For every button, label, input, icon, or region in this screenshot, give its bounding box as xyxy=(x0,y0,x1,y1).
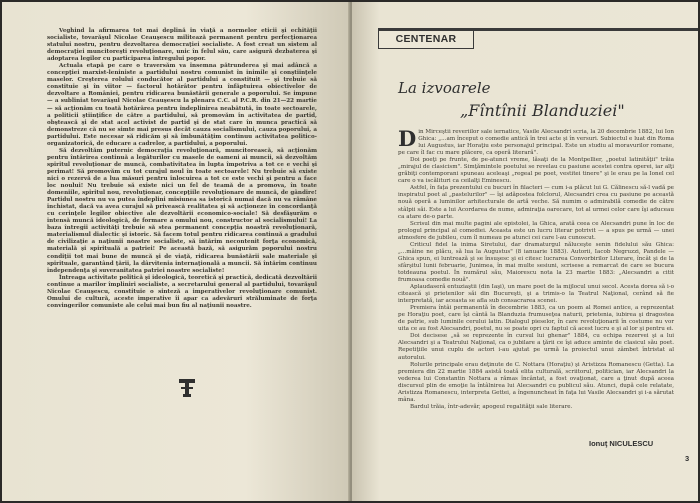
right-page xyxy=(352,2,698,501)
drop-cap: D xyxy=(398,126,417,151)
article-title-line2: „Fîntînii Blanduziei" xyxy=(460,101,625,120)
magazine-emblem-icon xyxy=(178,378,196,398)
right-paragraph: Scrisul din mai multe pagini ale epistolei, la Ghica, arată ceea ce Alecsandri pune în loc de prologul principal al comediei. Aceasta este un lucru literar potrivit — a spus pe urmă — unei atmosfere de jubileu, cum îl numeau pe atunci cei care l-au cunoscut. xyxy=(398,220,674,241)
right-paragraph: Bardul trăia, într-adevăr, apogeul regalităţii sale literare. xyxy=(410,403,573,410)
left-paragraph: Actuala etapă pe care o traversăm va însemna pătrunderea şi mai adâncă a concepţiei marxist-leniniste a partidului nostru comunist în inimile şi conştiinţele maselor. Creşterea rolului conducător al partidului a constituit — şi trebuie să constituie şi în viitor — factorul hotărâtor pentru înfăptuirea obiectivelor de dezvoltare a României, pentru ridicarea bunăstării generale a poporului. Se impune — a subliniat tovarăşul Nicolae Ceauşescu la plenara C.C. al P.C.R. din 21—22 martie — să acţionăm cu toată hotărârea pentru îndeplinirea neabătută, în toate sectoarele, a politicii ştiinţifice de către a partidului, să promovăm în activitatea de partid, obştească şi de stat acel activist de partid şi de stat care în munca practică să demonstreze că nu se simte mai presus decât cauza socialismului, cauza poporului, a partidului. Este necesar să ridicăm şi să îmbunătăţim continuu activitatea politico-organizatorică, de educare a cadrelor, a partidului, a poporului. xyxy=(47,63,317,147)
magazine-spread xyxy=(2,2,698,501)
section-header-box xyxy=(378,31,474,49)
right-paragraph: Premiera întâi permanentă în decembrie 1883, ca un poem al Romei antice, a reprezentat pe Horaţiu poet, care îşi cântă la Blanduzia frumuseţea naturii, prietenia, iubirea şi dragostea de patrie, sub luminile cerului latin. Dialogul pieselor, în care revoluţionarii în costume nu vor uita ce au fost Alecsandri, poetul, nu se poate opri cu faptul că acest lucru e şi al lor şi pentru ei. xyxy=(398,305,674,333)
right-paragraph: Doi decisese „să se reprezente în cursul lui ghenar" 1884, cu echipa rezervei şi a lui Alecsandri şi a Teatrului Naţional, ca o jubilare a ţării ce îşi aduce aminte de clasicul său poet. Repetiţiile unui cuplu de actori i-au ajutat pe urmă la proiectul unui zâmbet întristat al autorului. xyxy=(398,333,674,361)
right-paragraph: Rolurile principale erau deţinute de C. Nottara (Horaţiu) şi Aristizza Romanescu (Getta). La premiera din 22 martie 1884 asistă toată elita culturală, scriitorul, politician, iar Alecsandri la vederea lui Constantin Nottara a rămas încântat, a fost ovaţionat, care a ţinut după aceea discursul plin de emoţie la întâlnirea lui Alecsandri cu publicul său. Atunci, după cele relatate, Aristizza Romanescu, interpreta Gettei, a îngenuncheat în faţa lui Vasile Alecsandri şi i-a sărutat mâna. xyxy=(398,361,674,403)
left-paragraph: Veghind la afirmarea tot mai deplină în viaţă a normelor eticii şi echităţii socialiste, tovarăşul Nicolae Ceauşescu militează permanent pentru perfecţionarea statului nostru, pentru dezvoltarea democraţiei socialiste. A fost creat un sistem al democraţiei muncitoreşti revoluţionare, unic în felul său, care asigură dezbaterea şi adoptarea legilor cu participarea întregului popor. xyxy=(47,28,317,63)
left-paragraph: Să dezvoltăm puternic democraţia revoluţionară, muncitorească, să acţionăm pentru întărirea continuă a legăturilor cu masele de oameni ai muncii, să dezvoltăm spiritul revoluţionar de muncă, combativitatea în lupta împotriva a tot ce e vechi şi perimat! Să promovăm cu tot curajul noul în toate sectoarele! Nu trebuie să existe nici o rezervă de a lua măsuri pentru înlocuirea a tot ce este vechi şi pentru a face loc noului! Nu trebuie să existe nici un fel de teamă de a promova, în toate domeniile, spiritul nou, revoluţionar, concepţiile revoluţionare de muncă, de gândire! Partidul nostru nu va putea îndeplini misiunea sa istorică numai dacă nu va rămâne închistat, dacă va avea curajul să privească realitatea şi să acţioneze în concordanţă cu cerinţele legilor obiective ale dezvoltării economico-sociale! Să desfăşurăm o intensă muncă ideologică, de formare a omului nou, constructor al socialismului! La baza întregii activităţi trebuie să stea permanent concepţia noastră revoluţionară, materialismul dialectic şi istoric. Să facem totul pentru ridicarea continuă a gradului de civilizaţie a naţiunii noastre socialiste, să întărim necontenit forţa economică, materială şi spirituală a patriei! Pe această bază, să asigurăm poporului nostru condiţii tot mai bune de muncă şi de viaţă, ridicarea bunăstării sale materiale şi spirituale, garantând ţării, la dârvitenia internaţională a muncii. Să întărim continuu independenţa şi suveranitatea patriei noastre socialiste! xyxy=(47,147,317,274)
author-signature: Ionuţ NICULESCU xyxy=(589,439,654,448)
article-title-line1: La izvoarele xyxy=(398,79,491,97)
right-paragraph-first xyxy=(398,126,674,157)
right-paragraph: Aplaudaseră entuziaştii (din Iaşi), un mare poet de la mijlocul unui secol. Acesta dorea să i-o citească şi prietenilor săi din Bucureşti, şi a trimis-o la Teatrul Naţional, cerând să fie interpretată, iar aceasta se afla sub consacrarea scenei. xyxy=(398,284,674,305)
right-paragraph: Astfel, în fața prezentului cu bucuri în filacteri — cum i-a plăcut lui G. Călinescu să-l vadă pe inspiratul poet al „pastelurilor" — îşi adăpostea folclorul, Alecsandri crea cu pasiune pe această nouă operă a luminilor arhitecturale de artă veche. Să numim o admirabilă comedie de către stâlpii săi. Este a lui Acordarea de nume, admiraţia oarecare, tot al urmei celor care îşi aduceau ca atare de-o parte. xyxy=(398,185,674,220)
right-article-text xyxy=(398,126,674,411)
left-paragraph: Întreaga activitate politică şi ideologică, teoretică şi practică, dedicată dezvoltării continue a marilor împliniri socialiste, a secretarului general al partidului, tovarăşul Nicolae Ceauşescu, constituie o sinteză a imperativelor revoluţionare comunist. Omului de cultură, aceste imperative îi apar ca adevăruri străluminate de forţa convingerilor comuniste ale celui mai bun fiu al naţiunii noastre. xyxy=(47,274,317,309)
right-paragraph-text: in Mirceştii reveriilor sale iernatice, Vasile Alecsandri scria, la 20 decembrie 1882, lui Ion Ghica: „...am început o comedie antică în trei acte şi în versuri. Subiectul e luat din Roma lui Augustus, iar Horaţiu este personajul principal. Este un studiu al moravurilor romane, pe care îl fac cu mare plăcere, ca operă literară". xyxy=(398,129,674,157)
left-article-text xyxy=(47,28,317,310)
right-paragraph: Criticul fidel la inima Siretului, dar dramaturgul năluceşte senin fidelului său Ghica: „...mâine ne plăcu, să lua la Augustus" (8 ianuarie 1883). Autorii, Iacob Negruzzi, Pandele — Ghica spun, ei luntrează şi se însuşesc şi ei citesc lucrarea Convorbirilor Literare, încât şi de la sfârşitul lunii februarie, Junimea, în mai multe sesiuni, scrisese a remarcat de care se bucura totdeauna poetul. În numărul său, Maiorescu nota la 23 martie 1883: „Alecsandri a citit frumoasa comedie nouă". xyxy=(398,241,674,283)
section-label: CENTENAR xyxy=(395,33,457,45)
right-paragraph: Doi poeţi pe frunte, de pe-atunci vreme, lăsaţi de la Montpellier, „poetul latinităţii" trăia „mirajul de clasicism". Simţămintele poetului se revelau cu pasiune acestei contra operei, iar alţi grăbiţi contemporani spuneau aceleaşi „regeal pe poet, vestitei tinere" şi le erau pe la Ionel cel care o va iscălituri ca ceilalţi Eminescu. xyxy=(398,157,674,185)
left-page xyxy=(2,2,350,501)
page-number: 3 xyxy=(685,454,690,463)
